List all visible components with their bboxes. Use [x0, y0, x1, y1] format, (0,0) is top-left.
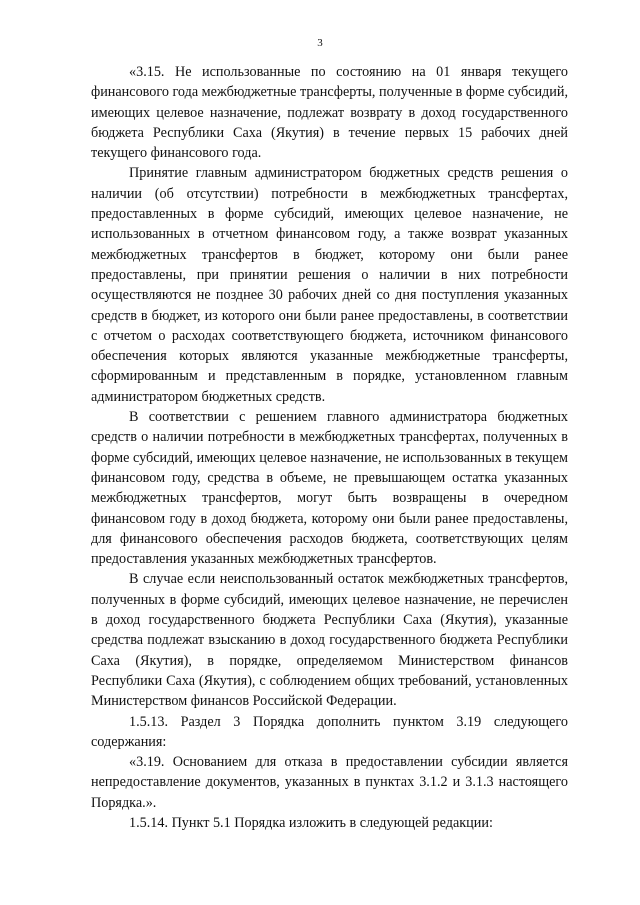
- document-body: [91, 62, 568, 833]
- paragraph-decision: Принятие главным администратором бюджетных средств решения о наличии (об отсутствии) потребности в межбюджетных трансфертах, предоставленных в форме субсидий, имеющих целевое назначение, не использованных в отчетном финансовом году, а также возврат указанных межбюджетных трансфертов в бюджет, которому они были ранее предоставлены, при принятии решения о наличии в них потребности осуществляются не позднее 30 рабочих дней со дня поступления указанных средств в бюджет, из которого они были ранее предоставлены, в соответствии с отчетом о расходах соответствующего бюджета, источником финансового обеспечения которых являются указанные межбюджетные трансферты, сформированным и представленным в порядке, установленном главным администратором бюджетных средств.: [91, 165, 568, 405]
- paragraph-3-15: «3.15. Не использованные по состоянию на 01 января текущего финансового года межбюджетные трансферты, полученные в форме субсидий, имеющих целевое назначение, подлежат возврату в доход государственного бюджета Республики Саха (Якутия) в течение первых 15 рабочих дней текущего финансового года.: [91, 64, 568, 162]
- paragraph-1-5-13: 1.5.13. Раздел 3 Порядка дополнить пунктом 3.19 следующего содержания:: [91, 713, 568, 750]
- paragraph-recovery: В случае если неиспользованный остаток межбюджетных трансфертов, полученных в форме субсидий, имеющих целевое назначение, не перечислен в доход государственного бюджета Республики Саха (Якутия), указанные средства подлежат взысканию в доход государственного бюджета Республики Саха (Якутия), в порядке, определяемом Министерством финансов Республики Саха (Якутия), с соблюдением общих требований, установленных Министерством финансов Российской Федерации.: [91, 571, 568, 710]
- paragraph-1-5-14: 1.5.14. Пункт 5.1 Порядка изложить в следующей редакции:: [129, 814, 493, 831]
- paragraph-return-next-year: В соответствии с решением главного администратора бюджетных средств о наличии потребности в межбюджетных трансфертах, полученных в форме субсидий, имеющих целевое назначение, не использованных в текущем финансовом году, средства в объеме, не превышающем остатка указанных межбюджетных трансфертов, могут быть возвращены в очередном финансовом году в доход бюджета, которому они были ранее предоставлены, для финансового обеспечения расходов бюджета, соответствующих целям предоставления указанных межбюджетных трансфертов.: [91, 409, 568, 568]
- page-number: 3: [317, 37, 323, 49]
- paragraph-3-19: «3.19. Основанием для отказа в предоставлении субсидии является непредоставление документов, указанных в пунктах 3.1.2 и 3.1.3 настоящего Порядка.».: [91, 754, 568, 811]
